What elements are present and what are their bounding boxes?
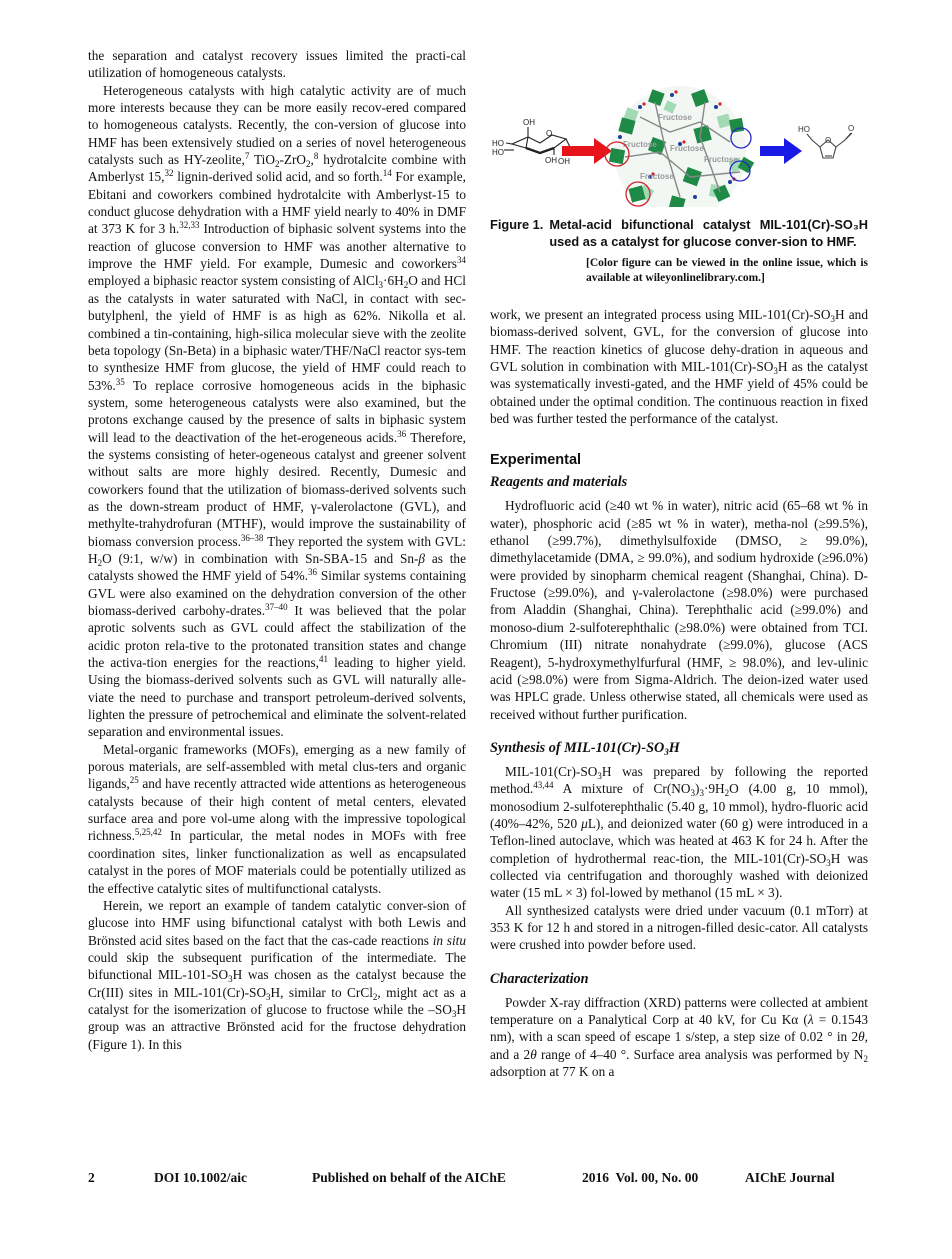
color-figure-note: [Color figure can be viewed in the online issue, which is available at wileyonlinelibrary.com.] [586,257,868,284]
svg-text:O: O [546,129,553,138]
svg-text:HO: HO [492,148,504,157]
glucose-structure-icon [504,127,572,155]
svg-text:OH: OH [558,157,570,166]
paragraph-reagents: Hydrofluoric acid (≥40 wt % in water), nitric acid (65–68 wt % in water), phosphoric acid (≥85 wt % in water), metha-nol (≥99.5%), ethanol (≥99.7%), dimethylsulfoxide (DMSO, ≥ 99.0%), dimethylacetamide (DMA, ≥ 99.0%), and sodium hydroxide (≥96.0%) were provided by sinopharm chemical reagent (Shanghai, China). D-Fructose (≥99.0%), and γ-valerolactone (≥98.0%) were purchased from Aladdin (Shanghai, China). Terephthalic acid (≥99.0%) and monoso-dium 2-sulfoterephthalic (≥98.0%) were obtained from TCI. Chromium (III) nitrate nonahydrate (≥99.0%), glucose (ACS Reagent), 5-hydroxymethylfurfural (HMF, ≥ 98.0%), and lev-ulinic acid (≥98.0%) were from Sigma-Aldrich. The deion-ized water used was HPLC grade. Unless otherwise stated, all chemicals were used as received without further purification. [490,498,868,722]
svg-text:OH: OH [545,156,557,165]
mof-cage-icon [605,86,754,207]
svg-text:O: O [848,124,855,133]
figure-caption-text: Metal-acid bifunctional catalyst MIL-101(Cr)-SO₃H used as a catalyst for glucose conver-sion to HMF. [549,217,868,249]
svg-text:HO: HO [492,139,504,148]
paragraph-work-intro: work, we present an integrated process using MIL-$101(Cr)-SO_3H$ and biomass-derived solvent, GVL, for the conversion of glucose into HMF. The reaction kinetics of glucose dehy-dration in aqueous and GVL solution in combination with MIL-$101(Cr)-SO_3H$ as the catalyst was systematically investi-gated, and the HMF yield of 45% could be obtained under the optimal condition. The continuous reaction in fixed bed was further tested the performance of the catalyst. [490,307,868,427]
paragraph-herein: Herein, we report an example of tandem catalytic conver-sion of glucose into HMF using bifunctional catalyst with both Lewis and Brönsted acid sites based on the fact that the cas-cade reactions in situ could skip the subsequent purification of the intermediate. The bifunctional MIL-$101-SO_3H$ was chosen as the catalyst because the Cr(III) sites in MIL-$101(Cr)-SO_3H$, similar to CrCl$_2$, might act as a catalyst for the isomerization of glucose to fructose while the $-SO_3H$ group was an attractive Brönsted acid for the fructose dehydration (Figure 1). In this [88,897,466,1052]
page-number: 2 [88,1170,95,1185]
svg-text:Fructose: Fructose [623,140,657,149]
paragraph-heterogeneous-catalysts: Heterogeneous catalysts with high catalytic activity are of much more interests because they can be more easily recov-ered compared to homogeneous catalysts. Recently, the con-version of glucose into HMF has been extensively studied on a series of novel heterogeneous catalysts such as HY-zeolite,$^7$ TiO$_2$-ZrO$_2$,$^8$ hydrotalcite combine with Amberlyst 15,32 lignin-derived solid acid, and so forth.$^{14}$ For example, Ebitani and coworkers combined hydrotalcite with Amberlyst-15 to conduct glucose dehydration with a HMF yield nearly to 40% in DMF at 373 K for 3 h.$^{32,33}$ Introduction of biphasic solvent systems into the reaction of glucose conversion to HMF was another alternative to improve the HMF yield. For example, Dumesic and coworkers$^{34}$ employed a biphasic reactor system consisting of $AlCl_3\cdot 6H_2O$ and HCl as the catalysts in water saturated with NaCl, in contact with sec-butylphenl, the yield of HMF is as high as 62%. Nikolla et al. combined a tin-containing, high-silica molecular sieve with the zeolite beta topology (Sn-Beta) in a biphasic water/THF/NaCl reactor sys-tem to synthesize HMF from glucose, the yield of HMF could reach to 53%.$^{35}$ To replace corrosive homogeneous acids in the biphasic system, some heterogeneous catalysts were also examined, but the protons exchange caused by the presence of salts in biphasic system will lead to the deactivation of the het-erogeneous acids.$^{36}$ Therefore, the systems consisting of heter-ogeneous catalyst and greener solvent without salts are more highly desired. Recently, Dumesic and coworkers found that the utilization of biomass-derived solvents such as the down-stream product of HMF, γ-valerolactone (GVL), and methylte-trahydrofuran (MTHF), would improve the sustainability of biomass conversion process.$^{36-38}$ They reported the system with GVL: $H_2O$ (9:1, w/w) in combination with Sn-SBA-15 and Sn-β as the catalysts showed the HMF yield of 54%.$^{36}$ Similar systems containing GVL were also examined on the dehydration conversion of the other biomass-derived carbohy-drates.$^{37-40}$ It was believed that the polar aprotic solvents such as GVL could affect the stabilization of the acidic proton rela-tive to the protonated transition states and change the activa-tion energies for the reactions,$^{41}$ leading to higher yield. Using the biomass-derived solvents such as GVL will naturally alle-viate the need to purchase and transport petroleum-derived solvents, lighten the pressure of petrochemical and eliminate the solvent-related separation and environmental issues. [88,82,467,740]
paragraph-mofs: Metal-organic frameworks (MOFs), emerging as a new family of porous materials, are self-assembled with metal clus-ters and organic ligands,$^{25}$ and have recently attracted wide attentions as heterogeneous catalysts because of their high content of metal centers, elevated surface area and pore vol-ume along with the impressive topological richness.$^{5,25,42}$ In particular, the metal nodes in MOFs with free coordination sites, linker functionalization as well as encapsulated catalyst in the pores of MOF materials could be potentially utilized as the effective catalytic sites of multifunctional catalysts. [88,741,466,896]
svg-text:Fructose: Fructose [670,144,704,153]
doi-text: DOI 10.1002/aic [154,1170,247,1185]
paragraph-synthesis: MIL-$101(Cr)-SO_3H$ was prepared by following the reported method.$^{43,44}$ A mixture of $Cr(NO_3)_3\cdot 9H_2O$ (4.00 g, 10 mmol), monosodium 2-sulfoterephthalic (5.40 g, 10 mmol), hydro-fluoric acid (40%–42%, 520 μL), and deionized water (60 g) were introduced in a Teflon-lined autoclave, which was heated at 463 K for 24 h. After the completion of hydrothermal reac-tion, the MIL-$101(Cr)-SO_3H$ was collected via centrifugation and thoroughly washed with deionized water (15 mL × 3) fol-lowed by methanol (15 mL × 3). [490,763,869,901]
subsection-heading-reagents: Reagents and materials [490,474,628,491]
right-column [490,47,868,1080]
svg-text:Fructose: Fructose [704,155,738,164]
journal-name: AIChE Journal [745,1170,835,1185]
publisher-text: Published on behalf of the AIChE [312,1170,506,1185]
svg-text:Fructose: Fructose [658,113,692,122]
svg-text:OH: OH [523,118,535,127]
paragraph-continuation: the separation and catalyst recovery issues limited the practi-cal utilization of homogeneous catalysts. [88,48,466,81]
subsection-heading-characterization: Characterization [490,970,589,987]
svg-text:O: O [825,136,832,145]
svg-text:Fructose: Fructose [640,172,674,181]
svg-text:HO: HO [798,125,810,134]
figure-1-caption [490,217,868,250]
issue-text: 2016 Vol. 00, No. 00 [582,1170,699,1185]
paragraph-drying: All synthesized catalysts were dried under vacuum (0.1 mTorr) at 353 K for 12 h and stored in a nitrogen-filled desic-cator. All catalysts were crushed into powder before used. [490,902,868,953]
paragraph-characterization: Powder X-ray diffraction (XRD) patterns were collected at ambient temperature on a Panalytical Corp at 40 kV, for Cu Kα (λ = 0.1543 nm), with a scan speed of escape 1 s/step, a step size of 0.02 ° in 2θ, and a 2θ range of 4–40 °. Surface area analysis was performed by $N_2$ adsorption at 77 K on a [490,994,869,1080]
subsection-heading-synthesis: Synthesis of MIL-$101(Cr)-SO_3H$ [490,739,680,757]
blue-arrow-icon [760,138,802,164]
catalyst-scheme-illustration [490,47,868,207]
figure-1-graphic [490,47,868,207]
section-heading-experimental: Experimental [490,452,582,469]
left-column [88,47,466,1053]
figure-label: Figure 1. [490,217,544,232]
